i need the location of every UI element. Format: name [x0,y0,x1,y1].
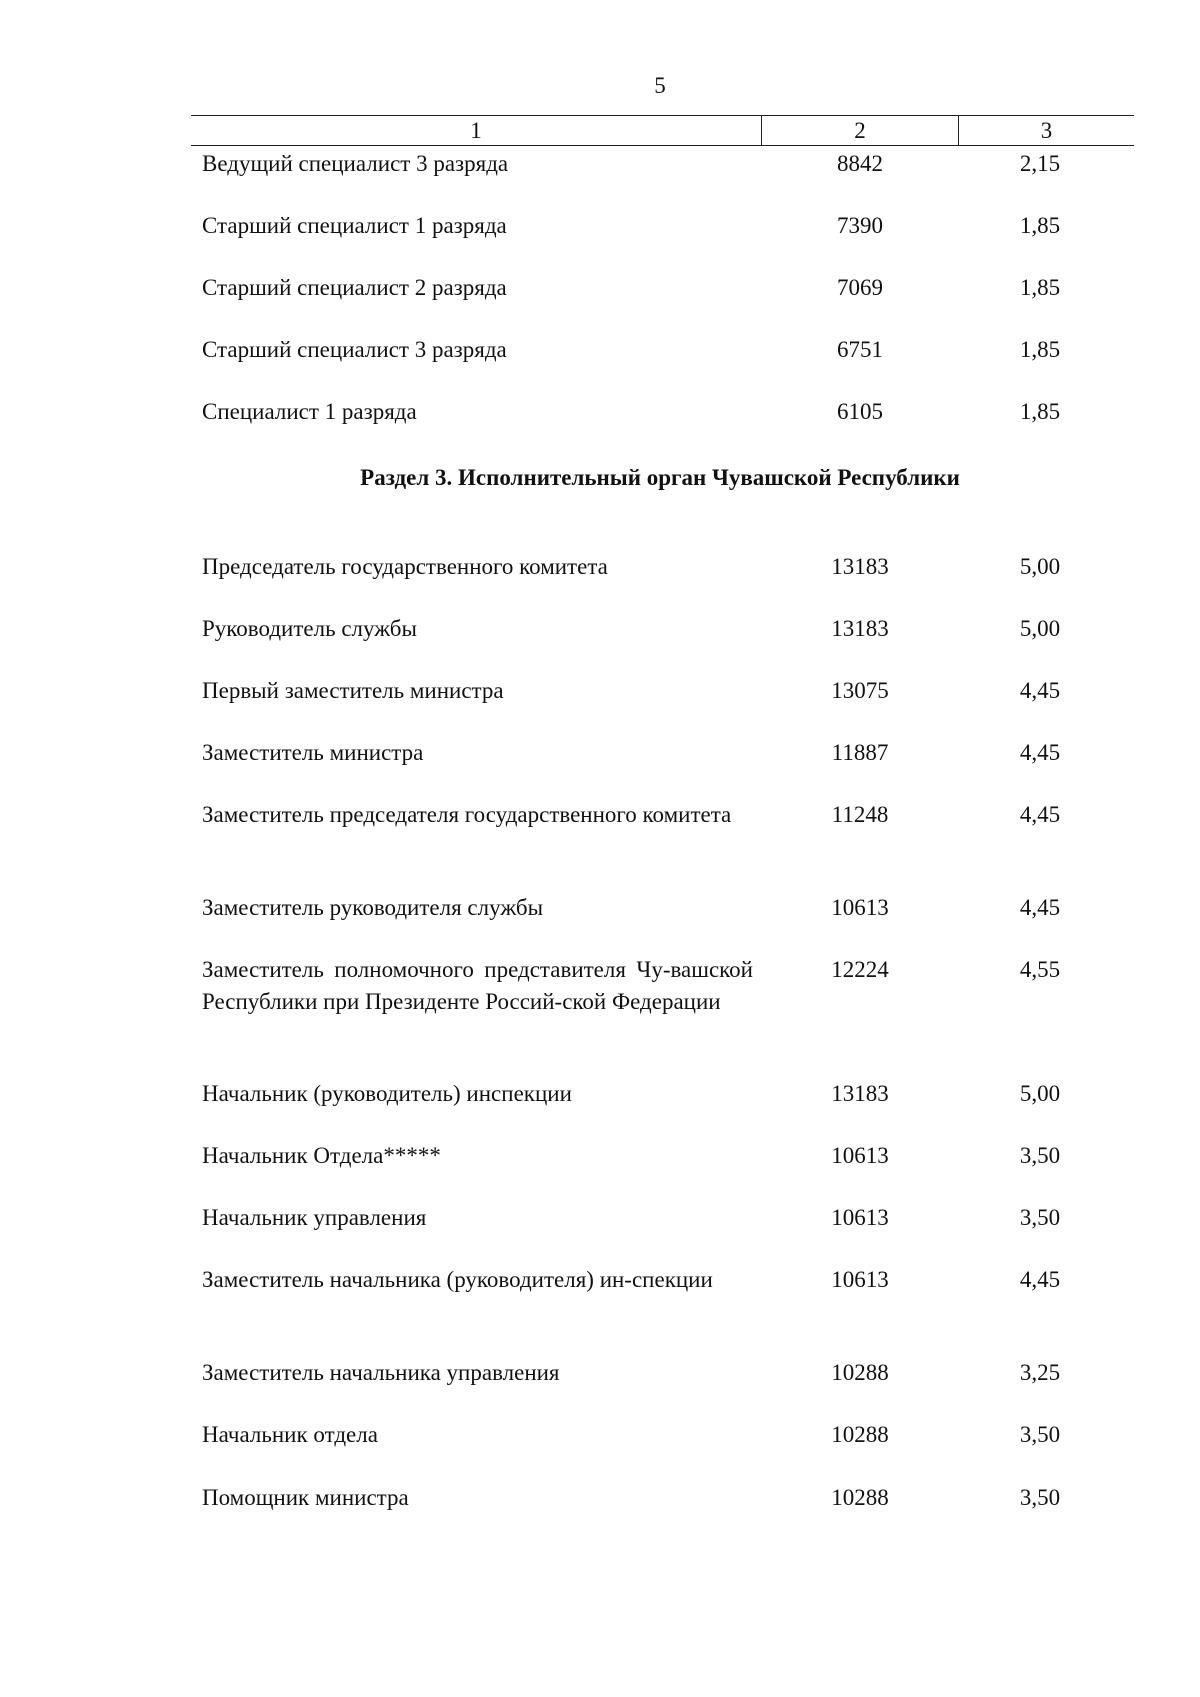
position-name: Старший специалист 3 разряда [202,337,507,362]
coefficient-value: 1,85 [1019,275,1061,300]
position-name: Начальник (руководитель) инспекции [202,1081,572,1106]
coefficient-value: 1,85 [1019,337,1061,362]
salary-value: 13183 [831,554,889,579]
salary-value: 10288 [831,1422,889,1447]
coefficient-value: 4,45 [1019,1267,1061,1292]
position-name: Руководитель службы [202,616,417,641]
salary-value: 8842 [837,151,883,176]
salary-value: 6105 [837,399,883,424]
table-header-col-3: 3 [1040,118,1053,143]
coefficient-value: 2,15 [1019,151,1061,176]
position-name: Начальник отдела [202,1422,378,1447]
salary-value: 10613 [831,1143,889,1168]
coefficient-value: 3,25 [1019,1360,1061,1385]
coefficient-value: 4,55 [1019,957,1061,982]
coefficient-value: 5,00 [1019,554,1061,579]
salary-value: 12224 [831,957,889,982]
salary-value: 10613 [831,1267,889,1292]
position-name: Председатель государственного комитета [202,554,608,579]
table-header [191,115,1134,146]
coefficient-value: 5,00 [1019,616,1061,641]
position-name: Старший специалист 2 разряда [202,275,507,300]
salary-value: 11248 [831,802,889,827]
salary-value: 11887 [831,740,889,765]
coefficient-value: 3,50 [1019,1485,1061,1510]
page-number: 5 [654,73,666,98]
coefficient-value: 4,45 [1019,740,1061,765]
coefficient-value: 1,85 [1019,213,1061,238]
coefficient-value: 3,50 [1019,1205,1061,1230]
coefficient-value: 4,45 [1019,802,1061,827]
salary-value: 10288 [831,1485,889,1510]
coefficient-value: 1,85 [1019,399,1061,424]
coefficient-value: 3,50 [1019,1422,1061,1447]
position-name: Заместитель полномочного представителя Чу-вашской Республики при Президенте Россий-ской Федерации [202,957,753,1014]
coefficient-value: 5,00 [1019,1081,1061,1106]
salary-value: 10613 [831,1205,889,1230]
position-name: Заместитель руководителя службы [202,895,544,920]
salary-value: 13183 [831,616,889,641]
position-name: Заместитель начальника (руководителя) ин-спекции [202,1267,713,1292]
position-name: Первый заместитель министра [202,678,504,703]
position-name: Заместитель председателя государственного комитета [202,802,732,827]
salary-value: 6751 [837,337,883,362]
coefficient-value: 4,45 [1019,895,1061,920]
table-header-col-2: 2 [762,116,959,145]
position-name: Заместитель министра [202,740,424,765]
salary-value: 13075 [831,678,889,703]
salary-value: 13183 [831,1081,889,1106]
position-name: Старший специалист 1 разряда [202,213,507,238]
section-title: Раздел 3. Исполнительный орган Чувашской Республики [360,465,960,490]
salary-value: 10613 [831,895,889,920]
coefficient-value: 3,50 [1019,1143,1061,1168]
coefficient-value: 4,45 [1019,678,1061,703]
salary-value: 10288 [831,1360,889,1385]
position-name: Специалист 1 разряда [202,399,417,424]
table-header-col-1: 1 [191,116,762,145]
position-name: Заместитель начальника управления [202,1360,560,1385]
position-name: Начальник Отдела***** [202,1143,441,1168]
salary-value: 7069 [837,275,883,300]
position-name: Ведущий специалист 3 разряда [202,151,509,176]
salary-value: 7390 [837,213,883,238]
position-name: Помощник министра [202,1485,409,1510]
position-name: Начальник управления [202,1205,427,1230]
